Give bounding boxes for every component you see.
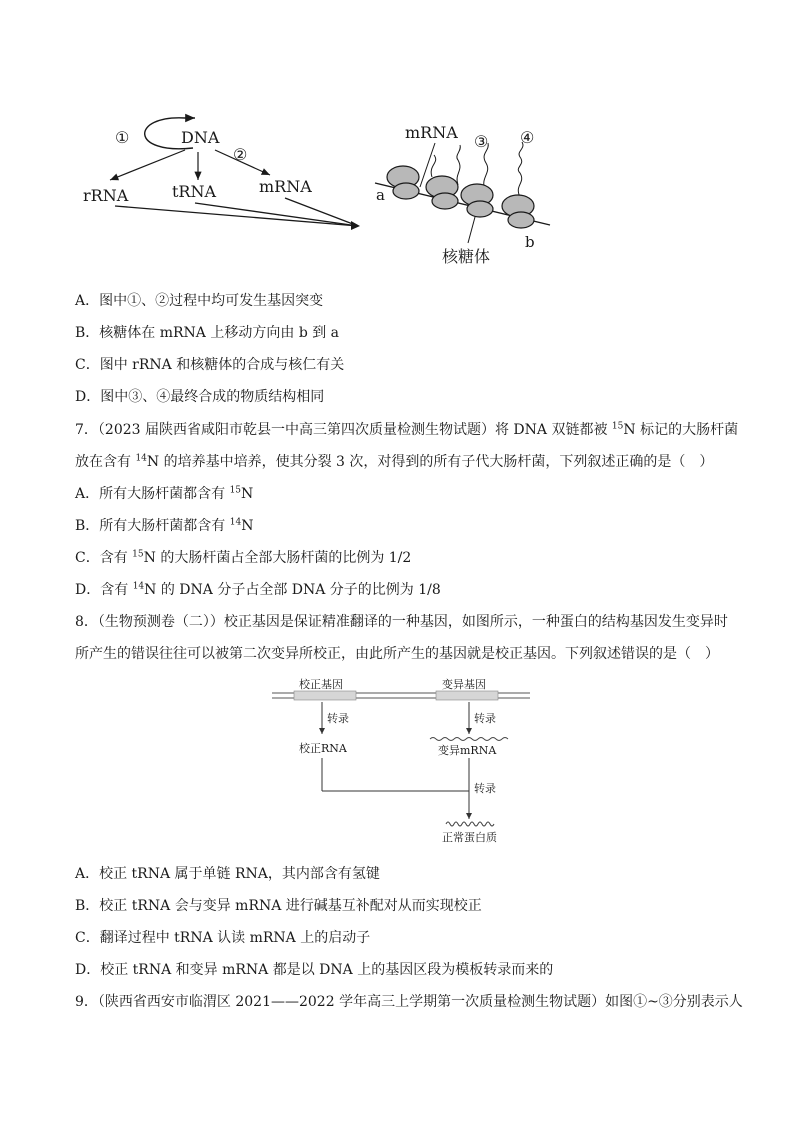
- central-dogma-diagram: [75, 110, 375, 240]
- q6-option-a: A．图中①、②过程中均可发生基因突变: [75, 293, 324, 309]
- q6-option-d: D．图中③、④最终合成的物质结构相同: [75, 389, 325, 405]
- q7-option-b: B．所有大肠杆菌都含有 $^{14}$N: [75, 517, 254, 534]
- q7-stem-line1: 7．（2023 届陕西省咸阳市乾县一中高三第四次质量检测生物试题）将 DNA 双链都被 $^{15}$N 标记的大肠杆菌: [75, 421, 739, 438]
- suppressor-gene-diagram: [270, 674, 535, 849]
- q8-stem-line2: 所产生的错误往往可以被第二次变异所校正，由此所产生的基因就是校正基因。下列叙述错误的是（ ）: [75, 646, 719, 662]
- q7-option-c: C．含有 $^{15}$N 的大肠杆菌占全部大肠杆菌的比例为 1/2: [75, 549, 412, 566]
- dna-label: DNA: [181, 128, 220, 147]
- arrow-right-label: 转录: [474, 712, 496, 725]
- gene-right-label: 变异基因: [442, 678, 486, 691]
- polyribosome-diagram: [370, 115, 555, 270]
- ribosome-1: [387, 166, 419, 199]
- q6-option-b: B．核糖体在 mRNA 上移动方向由 b 到 a: [75, 325, 340, 341]
- marker-2: ②: [233, 145, 248, 164]
- mrna-label: mRNA: [259, 177, 312, 196]
- q8-option-c: C．翻译过程中 tRNA 认读 mRNA 上的启动子: [75, 930, 371, 946]
- trna-label: tRNA: [172, 182, 217, 201]
- q9-stem-line1: 9．（陕西省西安市临渭区 2021——2022 学年高三上学期第一次质量检测生物试题）如图①~③分别表示人: [75, 994, 743, 1010]
- q7-option-a: A．所有大肠杆菌都含有 $^{15}$N: [75, 485, 254, 502]
- q6-option-c: C．图中 rRNA 和核糖体的合成与核仁有关: [75, 357, 345, 373]
- ribosome-label: 核糖体: [442, 247, 491, 266]
- q8-option-a: A．校正 tRNA 属于单链 RNA，其内部含有氢键: [75, 866, 380, 882]
- mutant-mrna-wave: [430, 738, 508, 741]
- q8-option-b: B．校正 tRNA 会与变异 mRNA 进行碱基互补配对从而实现校正: [75, 898, 482, 914]
- q7-stem-line2: 放在含有 $^{14}$N 的培养基中培养，使其分裂 3 次，对得到的所有子代大肠杆菌，下列叙述正确的是（ ）: [75, 453, 714, 470]
- ribosome-4: [502, 195, 534, 228]
- marker-3: ③: [474, 132, 489, 151]
- q8-stem-line1: 8．（生物预测卷（二））校正基因是保证精准翻译的一种基因，如图所示，一种蛋白的结构基因发生变异时: [75, 614, 728, 630]
- q7-option-d: D．含有 $^{14}$N 的 DNA 分子占全部 DNA 分子的比例为 1/8: [75, 581, 441, 598]
- marker-1: ①: [115, 128, 130, 147]
- mrna-label: mRNA: [405, 123, 458, 142]
- gene-left-label: 校正基因: [299, 678, 343, 691]
- arrow-bottom-label: 转录: [474, 782, 496, 795]
- rrna-label: rRNA: [83, 186, 129, 205]
- arrow-left-label: 转录: [327, 712, 349, 725]
- q8-option-d: D．校正 tRNA 和变异 mRNA 都是以 DNA 上的基因区段为模板转录而来的: [75, 962, 554, 978]
- marker-4: ④: [520, 128, 535, 147]
- product-left-label: 校正RNA: [299, 742, 347, 755]
- end-b-label: b: [525, 233, 535, 251]
- product-right-label: 变异mRNA: [438, 744, 497, 757]
- final-product-label: 正常蛋白质: [442, 831, 497, 844]
- ribosome-2: [426, 176, 458, 209]
- protein-helix: [446, 822, 494, 826]
- end-a-label: a: [376, 186, 385, 204]
- ribosome-3: [461, 184, 493, 217]
